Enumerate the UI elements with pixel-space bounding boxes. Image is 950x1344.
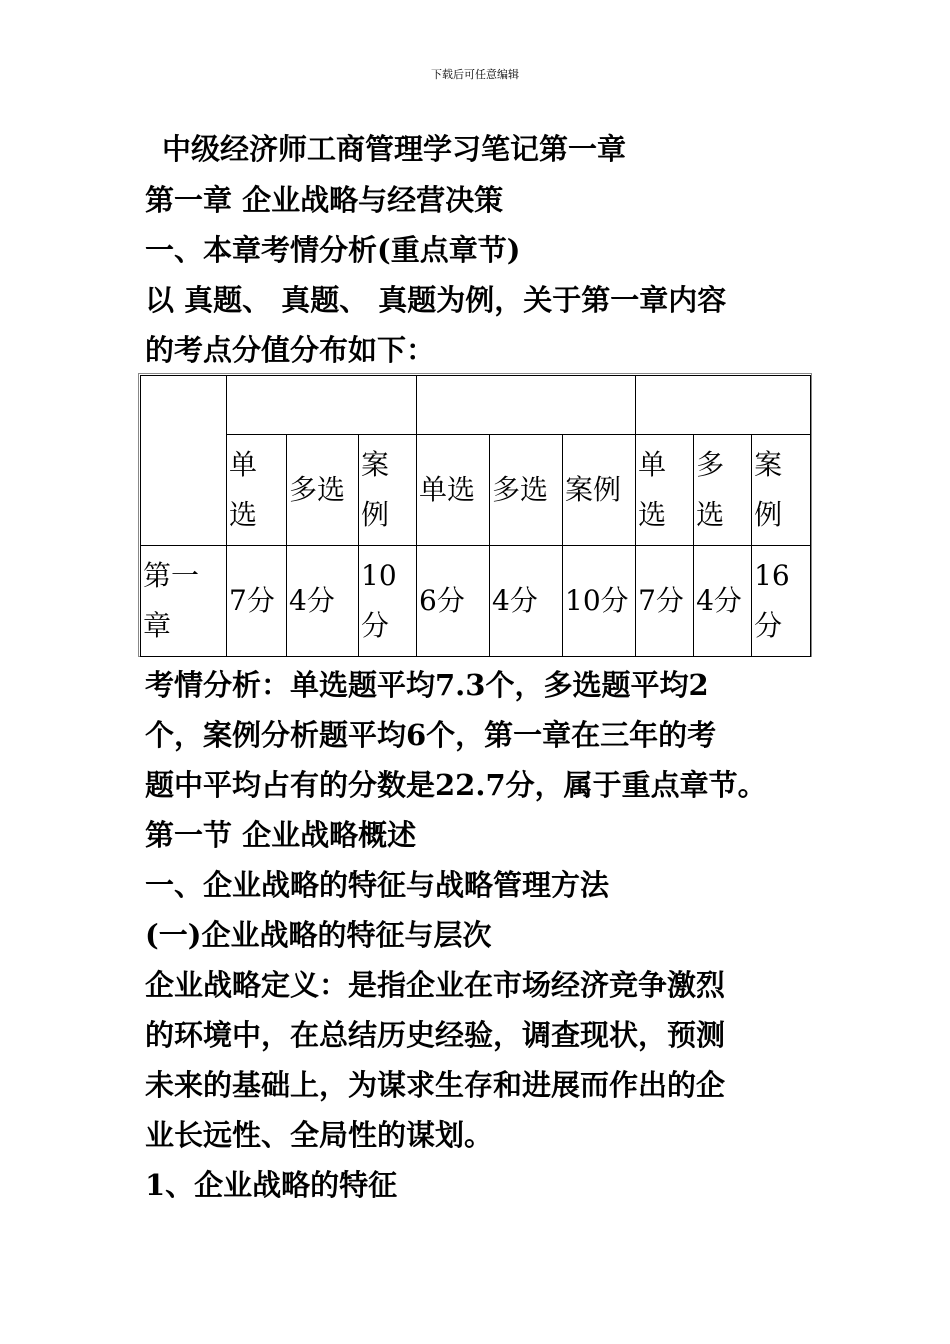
chapter-heading: 第一章 企业战略与经营决策 (145, 183, 504, 217)
table-year-header-cell (417, 376, 636, 435)
analysis-line-1: 考情分析：单选题平均7.3个，多选题平均2 (145, 668, 709, 702)
table-subheader-row (141, 435, 811, 546)
table-cell: 4分 (287, 546, 359, 657)
document-title: 中级经济师工商管理学习笔记第一章 (162, 132, 627, 166)
table-cell: 10分 (563, 546, 636, 657)
table-subheader-cell: 多选 (490, 435, 563, 546)
table-cell: 4分 (694, 546, 752, 657)
table-subheader-cell: 案例 (752, 435, 811, 546)
analysis-line-2: 个，案例分析题平均6个，第一章在三年的考 (145, 718, 717, 752)
table-subheader-cell: 多选 (287, 435, 359, 546)
table-subheader-cell: 单选 (636, 435, 694, 546)
table-subheader-cell: 单选 (227, 435, 287, 546)
header-note: 下载后可任意编辑 (431, 68, 519, 81)
table-year-header-cell (636, 376, 811, 435)
table-subheader-cell: 多选 (694, 435, 752, 546)
table-row (141, 546, 811, 657)
subsection-1-heading: 一、企业战略的特征与战略管理方法 (145, 868, 610, 902)
table-cell: 16分 (752, 546, 811, 657)
table-cell: 4分 (490, 546, 563, 657)
definition-line-2: 的环境中，在总结历史经验，调查现状，预测 (145, 1018, 726, 1052)
definition-line-4: 业长远性、全局性的谋划。 (145, 1118, 494, 1152)
table-cell: 7分 (227, 546, 287, 657)
section-analysis-heading: 一、本章考情分析(重点章节) (145, 233, 521, 267)
table-subheader-cell: 案例 (359, 435, 417, 546)
definition-line-1: 企业战略定义：是指企业在市场经济竞争激烈 (145, 968, 726, 1002)
table-subheader-cell: 案例 (563, 435, 636, 546)
table-row-label: 第一章 (141, 546, 227, 657)
table-corner-cell (141, 376, 227, 546)
table-cell: 10分 (359, 546, 417, 657)
subsection-1-1-heading: (一)企业战略的特征与层次 (145, 918, 492, 952)
intro-line-1: 以 真题、 真题、 真题为例，关于第一章内容 (145, 283, 727, 317)
section-1-heading: 第一节 企业战略概述 (145, 818, 417, 852)
table-cell: 7分 (636, 546, 694, 657)
table-year-header-cell (227, 376, 417, 435)
table-subheader-cell: 单选 (417, 435, 490, 546)
analysis-line-3: 题中平均占有的分数是22.7分，属于重点章节。 (145, 768, 767, 802)
intro-line-2: 的考点分值分布如下： (145, 333, 436, 367)
definition-line-3: 未来的基础上，为谋求生存和进展而作出的企 (145, 1068, 726, 1102)
table-header-row (141, 376, 811, 435)
point-1-heading: 1、企业战略的特征 (145, 1168, 398, 1202)
score-distribution-table (140, 375, 811, 657)
table-cell: 6分 (417, 546, 490, 657)
